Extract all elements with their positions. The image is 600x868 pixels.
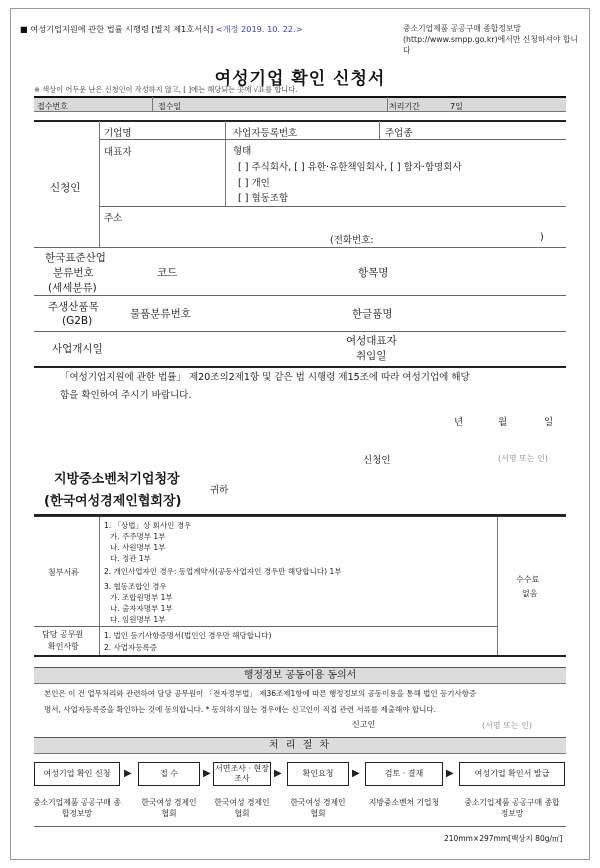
fee-value: 없음 xyxy=(522,589,538,598)
attachment-item: 가. 조합원명부 1부 xyxy=(110,593,173,602)
representative-label: 대표자 xyxy=(104,147,132,158)
step-issue-box: 여성기업 확인서 발급 xyxy=(459,762,565,786)
arrow-right-icon: ▶ xyxy=(446,768,454,779)
row-rule xyxy=(34,247,566,248)
receipt-bar xyxy=(34,96,566,112)
step-apply-box: 여성기업 확인 신청 xyxy=(34,762,120,786)
date-day: 일 xyxy=(544,417,554,428)
step-request-actor: 한국여성 경제인협회 xyxy=(290,798,346,818)
section-rule xyxy=(34,366,566,368)
ksic-label-line1: 한국표준산업 xyxy=(45,252,106,264)
korean-name-label: 한글품명 xyxy=(352,308,393,320)
step-inspection-actor: 한국여성 경제인협회 xyxy=(214,798,270,818)
arrow-right-icon: ▶ xyxy=(203,768,211,779)
ceo-date-label-line2: 취임일 xyxy=(356,350,387,362)
footer-rule xyxy=(34,826,566,827)
row-rule xyxy=(99,206,566,207)
divider xyxy=(497,517,498,655)
step-receive-actor: 한국여성 경제인협회 xyxy=(141,798,197,818)
section-rule xyxy=(34,120,566,122)
attachment-item: 3. 협동조합인 경우 xyxy=(104,582,167,591)
product-label-line1: 주생산품목 xyxy=(48,301,99,313)
attachment-item: 다. 임원명부 1부 xyxy=(110,615,166,624)
form-instruction: ※ 색상이 어두운 난은 신청인이 작성하지 않고, [ ]에는 해당되는 곳에 √표를 합니다. xyxy=(34,85,298,94)
applicant-label: 신청인 xyxy=(50,182,81,194)
divider xyxy=(99,517,100,655)
arrow-right-icon: ▶ xyxy=(274,768,282,779)
row-rule xyxy=(99,139,566,140)
applicant-signer-label: 신청인 xyxy=(363,455,391,466)
attachment-item: 나. 사원명부 1부 xyxy=(110,543,166,552)
statement-line2: 함을 확인하여 주시기 바랍니다. xyxy=(60,390,192,401)
declarant-signature-placeholder: (서명 또는 인) xyxy=(482,721,532,730)
honorific: 귀하 xyxy=(210,485,229,496)
step-request-box: 확인요청 xyxy=(287,762,349,786)
receipt-date-label: 접수일 xyxy=(158,102,182,111)
attachment-item: 다. 정관 1부 xyxy=(110,554,151,563)
step-review-box: 검토 · 결재 xyxy=(365,762,443,786)
divider xyxy=(225,121,226,139)
revision-note: <개정 2019. 10. 22.> xyxy=(215,24,303,34)
biz-reg-no-label: 사업자등록번호 xyxy=(233,128,298,139)
divider xyxy=(152,97,153,111)
date-year: 년 xyxy=(454,417,464,428)
form-title: 여성기업 확인 신청서 xyxy=(214,69,386,89)
address-label: 주소 xyxy=(104,213,123,224)
paper-spec: 210mm×297mm[백상지 80g/㎡] xyxy=(444,834,563,843)
goods-code-label: 물품분류번호 xyxy=(130,308,191,320)
attachment-item: 1. 「상법」상 회사인 경우 xyxy=(104,521,192,530)
phone-close: ) xyxy=(540,232,544,243)
receipt-number-label: 접수번호 xyxy=(37,102,68,111)
procedure-title: 처 리 절 차 xyxy=(34,737,566,754)
step-issue-actor: 중소기업제품 공공구매 종합정보망 xyxy=(464,798,560,818)
row-rule xyxy=(34,626,497,627)
company-name-label: 기업명 xyxy=(104,128,132,139)
official-check-item: 2. 사업자등록증 xyxy=(104,643,158,652)
phone-label: (전화번호: xyxy=(330,235,374,246)
official-check-label-line1: 담당 공무원 xyxy=(42,630,84,639)
company-form-label: 형태 xyxy=(233,146,252,157)
date-month: 월 xyxy=(498,417,508,428)
recipient-line2: (한국여성경제인협회장) xyxy=(44,494,182,509)
form-page xyxy=(10,8,590,860)
ksic-label-line3: (세세분류) xyxy=(48,282,97,294)
code-label: 코드 xyxy=(157,267,178,279)
processing-period-value: 7일 xyxy=(450,102,463,111)
divider xyxy=(379,121,380,139)
arrow-right-icon: ▶ xyxy=(124,768,132,779)
attachment-item: 나. 출자자명부 1부 xyxy=(110,604,173,613)
attachment-item: 2. 개인사업자인 경우: 동업계약서(공동사업자인 경우만 해당합니다) 1부 xyxy=(104,567,342,576)
form-option-cooperative[interactable]: [ ] 협동조합 xyxy=(238,193,289,204)
consent-line1: 본인은 이 건 업무처리와 관련하여 담당 공무원이 「전자정부법」 제36조제1항에 따른 행정정보의 공동이용을 통해 법인 등기사항증 xyxy=(44,689,477,698)
step-receive-box: 접 수 xyxy=(138,762,200,786)
attachment-item: 가. 주주명부 1부 xyxy=(110,532,166,541)
item-name-label: 항목명 xyxy=(358,267,389,279)
recipient-line1: 지방중소벤처기업청장 xyxy=(54,472,180,487)
main-business-label: 주업종 xyxy=(385,128,413,139)
fee-label: 수수료 xyxy=(516,575,540,584)
attachments-label: 첨부서류 xyxy=(48,568,79,577)
step-apply-actor: 중소기업제품 공공구매 종합정보망 xyxy=(33,798,121,818)
step-review-actor: 지방중소벤처 기업청 xyxy=(368,798,440,807)
consent-line2: 명서, 사업자등록증을 확인하는 것에 동의합니다. * 동의하지 않는 경우에는 신고인이 직접 관련 서류를 제출해야 합니다. xyxy=(44,705,437,714)
law-reference xyxy=(20,24,303,35)
step-inspection-box: 서면조사 · 현장조사 xyxy=(213,762,271,786)
law-reference-text: ■ 여성기업지원에 관한 법률 시행령 [별지 제1호서식] xyxy=(20,24,214,34)
section-rule xyxy=(34,516,566,517)
ceo-date-label-line1: 여성대표자 xyxy=(346,335,397,347)
section-rule xyxy=(34,655,566,657)
product-label-line2: (G2B) xyxy=(62,315,93,327)
ksic-label-line2: 분류번호 xyxy=(53,267,94,279)
declarant-label: 신고인 xyxy=(352,720,376,729)
divider xyxy=(225,139,226,206)
online-notice: 중소기업제품 공공구매 종합정보망(http://www.smpp.go.kr)에서만 신청하셔야 합니다 xyxy=(403,24,578,55)
signature-placeholder: (서명 또는 인) xyxy=(498,454,548,463)
arrow-right-icon: ▶ xyxy=(352,768,360,779)
form-option-individual[interactable]: [ ] 개인 xyxy=(238,178,270,189)
form-option-corporation[interactable]: [ ] 주식회사, [ ] 유한·유한책임회사, [ ] 합자·합명회사 xyxy=(238,162,462,173)
official-check-item: 1. 법인 등기사항증명서(법인인 경우만 해당합니다) xyxy=(104,631,272,640)
start-date-label: 사업개시일 xyxy=(52,343,103,355)
official-check-label-line2: 확인사항 xyxy=(48,642,79,651)
statement-line1: 「여성기업지원에 관한 법률」 제20조의2제1항 및 같은 법 시행령 제15조에 따라 여성기업에 해당 xyxy=(60,372,470,383)
row-rule xyxy=(34,331,566,332)
processing-period-label: 처리기간 xyxy=(389,102,420,111)
divider xyxy=(387,97,388,111)
row-rule xyxy=(34,295,566,296)
consent-title: 행정정보 공동이용 동의서 xyxy=(34,667,566,684)
